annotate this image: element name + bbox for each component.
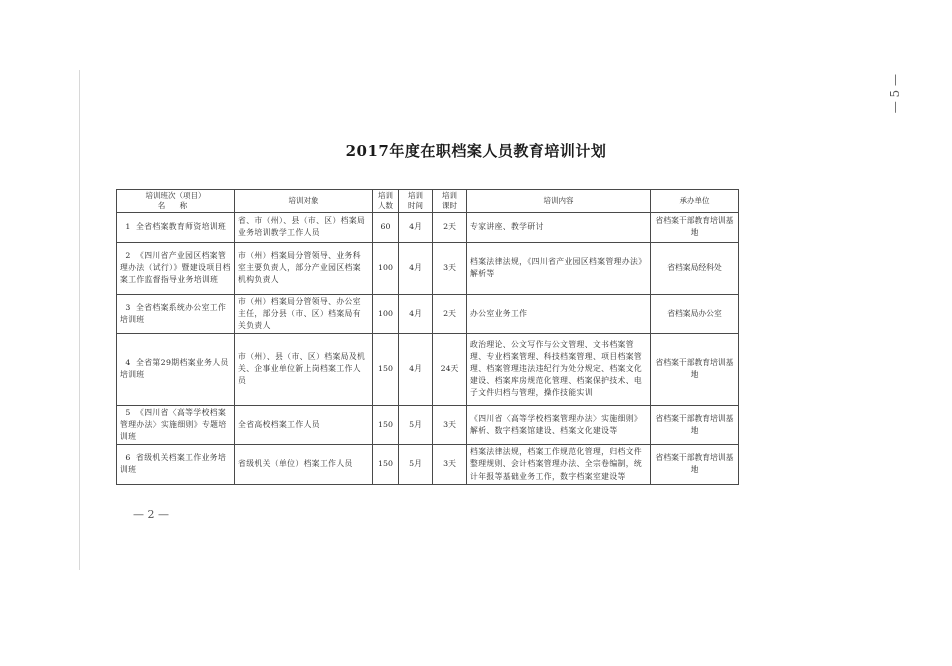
row-count: 150: [373, 444, 399, 484]
row-target: 省级机关（单位）档案工作人员: [235, 444, 373, 484]
row-month: 4月: [399, 333, 433, 405]
row-days: 3天: [433, 242, 467, 294]
row-target: 市（州）、县（市、区）档案局及机关、企事业单位新上岗档案工作人员: [235, 333, 373, 405]
row-content: 办公室业务工作: [467, 294, 651, 333]
header-time: 培训 时间: [399, 190, 433, 213]
row-unit: 省档案干部教育培训基地: [651, 333, 739, 405]
row-month: 4月: [399, 242, 433, 294]
row-target: 全省高校档案工作人员: [235, 405, 373, 444]
row-name: 3 全省档案系统办公室工作培训班: [117, 294, 235, 333]
document-title: 2017年度在职档案人员教育培训计划: [345, 142, 607, 160]
row-name: 5 《四川省〈高等学校档案管理办法〉实施细则》专题培训班: [117, 405, 235, 444]
row-target: 市（州）档案局分管领导、业务科室主要负责人，部分产业园区档案机构负责人: [235, 242, 373, 294]
row-month: 4月: [399, 212, 433, 242]
header-hours: 培训 课时: [433, 190, 467, 213]
table-row: [117, 405, 739, 444]
row-index: 5: [125, 407, 131, 417]
row-content: 档案法律法规，《四川省产业园区档案管理办法》解析等: [467, 242, 651, 294]
header-target: 培训对象: [235, 190, 373, 213]
table-row: [117, 242, 739, 294]
side-page-number: — 5 —: [888, 74, 902, 114]
row-month: 5月: [399, 444, 433, 484]
header-content: 培训内容: [467, 190, 651, 213]
row-unit: 省档案干部教育培训基地: [651, 212, 739, 242]
row-unit: 省档案干部教育培训基地: [651, 444, 739, 484]
row-content: 政治理论、公文写作与公文管理、文书档案管理、专业档案管理、科技档案管理、项目档案管理、档案管理违法违纪行为处分规定、档案文化建设、档案库房规范化管理、档案保护技术、电子文件归档与管理，操作技能实训: [467, 333, 651, 405]
row-unit: 省档案干部教育培训基地: [651, 405, 739, 444]
row-target: 市（州）档案局分管领导、办公室主任，部分县（市、区）档案局有关负责人: [235, 294, 373, 333]
row-content: 档案法律法规，档案工作规范化管理，归档文件整理规则、会计档案管理办法、全宗卷编制，统计年报等基础业务工作，数字档案室建设等: [467, 444, 651, 484]
row-name: 6 省级机关档案工作业务培训班: [117, 444, 235, 484]
row-index: 1: [125, 221, 131, 231]
row-target: 省、市（州）、县（市、区）档案局业务培训教学工作人员: [235, 212, 373, 242]
row-days: 3天: [433, 444, 467, 484]
row-count: 150: [373, 405, 399, 444]
row-count: 100: [373, 242, 399, 294]
row-index: 2: [125, 250, 131, 260]
header-count: 培训 人数: [373, 190, 399, 213]
row-name: 1 全省档案教育师资培训班: [117, 212, 235, 242]
row-index: 6: [125, 453, 131, 463]
row-month: 4月: [399, 294, 433, 333]
training-plan-table: [116, 189, 739, 485]
row-count: 60: [373, 212, 399, 242]
table-row: [117, 212, 739, 242]
row-count: 100: [373, 294, 399, 333]
row-month: 5月: [399, 405, 433, 444]
row-days: 24天: [433, 333, 467, 405]
page-number: — 2 —: [133, 508, 169, 521]
row-days: 2天: [433, 294, 467, 333]
row-index: 4: [125, 358, 131, 368]
table-row: [117, 294, 739, 333]
row-days: 3天: [433, 405, 467, 444]
row-name: 2 《四川省产业园区档案管理办法（试行）》暨建设项目档案工作监督指导业务培训班: [117, 242, 235, 294]
table-row: [117, 333, 739, 405]
row-count: 150: [373, 333, 399, 405]
row-index: 3: [125, 302, 131, 312]
header-unit: 承办单位: [651, 190, 739, 213]
row-unit: 省档案局办公室: [651, 294, 739, 333]
row-name: 4 全省第29期档案业务人员培训班: [117, 333, 235, 405]
row-content: 《四川省〈高等学校档案管理办法〉实施细则》解析、数字档案馆建设、档案文化建设等: [467, 405, 651, 444]
row-unit: 省档案局经科处: [651, 242, 739, 294]
table-row: [117, 444, 739, 484]
header-class-name: 培训班次（项目） 名 称: [117, 190, 235, 213]
row-content: 专家讲座、教学研讨: [467, 212, 651, 242]
table-header-row: [117, 190, 739, 213]
row-days: 2天: [433, 212, 467, 242]
